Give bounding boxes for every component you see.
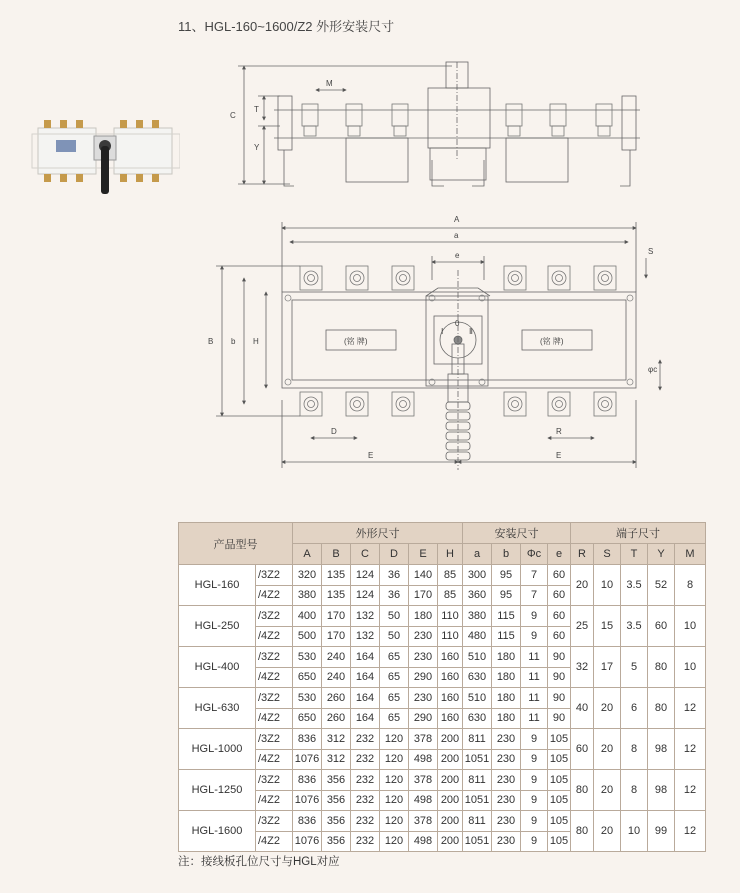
dimension-cell: 290 xyxy=(409,667,438,688)
column-header: a xyxy=(463,544,492,565)
dimension-table xyxy=(178,522,706,852)
dimension-cell: 50 xyxy=(380,626,409,647)
terminal-cell: 12 xyxy=(675,688,706,729)
dimension-cell: 65 xyxy=(380,708,409,729)
terminal-cell: 80 xyxy=(648,647,675,688)
terminal-cell: 40 xyxy=(571,688,594,729)
dimension-cell: 170 xyxy=(409,585,438,606)
dimension-cell: 230 xyxy=(492,831,521,852)
terminal-cell: 8 xyxy=(621,770,648,811)
dimension-cell: 160 xyxy=(438,647,463,668)
dimension-cell: 7 xyxy=(521,585,548,606)
dimension-cell: 135 xyxy=(322,565,351,586)
table-row xyxy=(179,688,706,709)
dimension-cell: 232 xyxy=(351,831,380,852)
terminal-cell: 6 xyxy=(621,688,648,729)
variant-cell: /3Z2 xyxy=(256,729,293,750)
terminal-cell: 80 xyxy=(571,770,594,811)
model-name-cell: HGL-1000 xyxy=(179,729,256,770)
dimension-cell: 120 xyxy=(380,811,409,832)
dimension-cell: 164 xyxy=(351,647,380,668)
dimension-cell: 132 xyxy=(351,626,380,647)
table-row xyxy=(179,770,706,791)
dimension-cell: 9 xyxy=(521,790,548,811)
dimension-cell: 90 xyxy=(548,647,571,668)
dimension-cell: 530 xyxy=(293,647,322,668)
terminal-cell: 12 xyxy=(675,770,706,811)
terminal-cell: 80 xyxy=(571,811,594,852)
terminal-cell: 20 xyxy=(594,729,621,770)
dimension-cell: 180 xyxy=(492,708,521,729)
dimension-cell: 90 xyxy=(548,708,571,729)
dimension-cell: 135 xyxy=(322,585,351,606)
dimension-cell: 312 xyxy=(322,729,351,750)
dimension-cell: 290 xyxy=(409,708,438,729)
dimension-cell: 85 xyxy=(438,565,463,586)
table-row xyxy=(179,811,706,832)
dimension-cell: 498 xyxy=(409,790,438,811)
dimension-cell: 120 xyxy=(380,729,409,750)
terminal-cell: 17 xyxy=(594,647,621,688)
table-row xyxy=(179,729,706,750)
dimension-cell: 85 xyxy=(438,585,463,606)
dimension-cell: 180 xyxy=(409,606,438,627)
terminal-cell: 98 xyxy=(648,729,675,770)
column-header: e xyxy=(548,544,571,565)
variant-cell: /4Z2 xyxy=(256,626,293,647)
variant-cell: /4Z2 xyxy=(256,708,293,729)
dimension-cell: 836 xyxy=(293,811,322,832)
dimension-cell: 811 xyxy=(463,729,492,750)
dimension-cell: 380 xyxy=(463,606,492,627)
dimension-cell: 164 xyxy=(351,667,380,688)
dimension-cell: 7 xyxy=(521,565,548,586)
dimension-cell: 510 xyxy=(463,688,492,709)
variant-cell: /4Z2 xyxy=(256,749,293,770)
dimension-cell: 9 xyxy=(521,729,548,750)
dimension-cell: 105 xyxy=(548,749,571,770)
dimension-cell: 498 xyxy=(409,749,438,770)
dimension-cell: 160 xyxy=(438,688,463,709)
dim-label-E-right: E xyxy=(556,451,562,460)
dimension-cell: 65 xyxy=(380,688,409,709)
dimension-cell: 180 xyxy=(492,667,521,688)
dimension-cell: 356 xyxy=(322,831,351,852)
dimension-cell: 500 xyxy=(293,626,322,647)
terminal-cell: 12 xyxy=(675,729,706,770)
dim-label-phic: φc xyxy=(648,365,658,374)
dimension-cell: 65 xyxy=(380,647,409,668)
dimension-cell: 164 xyxy=(351,688,380,709)
dimension-cell: 60 xyxy=(548,626,571,647)
dimension-cell: 811 xyxy=(463,811,492,832)
model-name-cell: HGL-1250 xyxy=(179,770,256,811)
dimension-cell: 105 xyxy=(548,790,571,811)
dimension-cell: 105 xyxy=(548,770,571,791)
nameplate-left-label: (铭 牌) xyxy=(344,337,368,346)
dimension-cell: 11 xyxy=(521,647,548,668)
dimension-cell: 1051 xyxy=(463,790,492,811)
dimension-cell: 120 xyxy=(380,770,409,791)
dimension-cell: 200 xyxy=(438,811,463,832)
dimension-cell: 836 xyxy=(293,729,322,750)
dim-label-R: R xyxy=(556,427,562,436)
dimension-cell: 105 xyxy=(548,811,571,832)
variant-cell: /3Z2 xyxy=(256,688,293,709)
dimension-cell: 164 xyxy=(351,708,380,729)
dimension-cell: 230 xyxy=(409,688,438,709)
dimension-cell: 230 xyxy=(492,770,521,791)
dimension-cell: 378 xyxy=(409,811,438,832)
dimension-cell: 160 xyxy=(438,708,463,729)
terminal-cell: 3.5 xyxy=(621,565,648,606)
terminal-cell: 8 xyxy=(675,565,706,606)
dimension-cell: 9 xyxy=(521,831,548,852)
variant-cell: /3Z2 xyxy=(256,647,293,668)
header-model: 产品型号 xyxy=(179,523,293,565)
dimension-cell: 232 xyxy=(351,790,380,811)
variant-cell: /4Z2 xyxy=(256,667,293,688)
terminal-cell: 99 xyxy=(648,811,675,852)
dimension-cell: 11 xyxy=(521,708,548,729)
dimension-cell: 356 xyxy=(322,770,351,791)
column-header: T xyxy=(621,544,648,565)
variant-cell: /4Z2 xyxy=(256,831,293,852)
dimension-cell: 120 xyxy=(380,790,409,811)
dimension-cell: 90 xyxy=(548,688,571,709)
variant-cell: /3Z2 xyxy=(256,606,293,627)
dimension-cell: 170 xyxy=(322,626,351,647)
dimension-cell: 9 xyxy=(521,811,548,832)
dimension-cell: 105 xyxy=(548,831,571,852)
table-body xyxy=(179,565,706,852)
dim-label-A: A xyxy=(454,215,460,224)
dim-label-C: C xyxy=(230,111,236,120)
column-header: B xyxy=(322,544,351,565)
terminal-cell: 10 xyxy=(594,565,621,606)
terminal-cell: 3.5 xyxy=(621,606,648,647)
terminal-cell: 98 xyxy=(648,770,675,811)
dimension-cell: 650 xyxy=(293,708,322,729)
variant-cell: /3Z2 xyxy=(256,565,293,586)
dimension-cell: 356 xyxy=(322,811,351,832)
dimension-cell: 60 xyxy=(548,606,571,627)
dim-label-E-left: E xyxy=(368,451,374,460)
dimension-cell: 180 xyxy=(492,688,521,709)
dimension-cell: 95 xyxy=(492,585,521,606)
terminal-cell: 32 xyxy=(571,647,594,688)
terminal-cell: 52 xyxy=(648,565,675,606)
dimension-cell: 510 xyxy=(463,647,492,668)
dimension-cell: 9 xyxy=(521,626,548,647)
dimension-cell: 498 xyxy=(409,831,438,852)
nameplate-right-label: (铭 牌) xyxy=(540,337,564,346)
dimension-cell: 9 xyxy=(521,770,548,791)
dimension-cell: 110 xyxy=(438,626,463,647)
column-header: D xyxy=(380,544,409,565)
column-header: S xyxy=(594,544,621,565)
dimension-cell: 230 xyxy=(492,811,521,832)
dimension-cell: 480 xyxy=(463,626,492,647)
dimension-cell: 124 xyxy=(351,565,380,586)
header-install-dims: 安装尺寸 xyxy=(463,523,571,544)
column-header: Y xyxy=(648,544,675,565)
terminal-cell: 20 xyxy=(594,770,621,811)
variant-cell: /3Z2 xyxy=(256,811,293,832)
dimension-cell: 60 xyxy=(548,565,571,586)
dimension-cell: 60 xyxy=(548,585,571,606)
terminal-cell: 25 xyxy=(571,606,594,647)
dimension-cell: 300 xyxy=(463,565,492,586)
dimension-cell: 95 xyxy=(492,565,521,586)
dimension-cell: 232 xyxy=(351,811,380,832)
table-note: 注：接线板孔位尺寸与HGL对应 xyxy=(178,856,340,868)
terminal-cell: 20 xyxy=(594,811,621,852)
dimension-cell: 36 xyxy=(380,585,409,606)
dim-label-B: B xyxy=(208,337,214,346)
dimension-cell: 320 xyxy=(293,565,322,586)
dial-label-2: Ⅱ xyxy=(469,327,473,336)
dimension-cell: 11 xyxy=(521,667,548,688)
dimension-cell: 378 xyxy=(409,770,438,791)
dimension-cell: 230 xyxy=(492,790,521,811)
dimension-cell: 530 xyxy=(293,688,322,709)
dimension-cell: 9 xyxy=(521,606,548,627)
dimension-cell: 120 xyxy=(380,749,409,770)
header-terminal-dims: 端子尺寸 xyxy=(571,523,706,544)
terminal-cell: 20 xyxy=(594,688,621,729)
dimension-cell: 115 xyxy=(492,626,521,647)
dim-label-a: a xyxy=(454,231,459,240)
column-header: Φc xyxy=(521,544,548,565)
terminal-cell: 8 xyxy=(621,729,648,770)
dimension-cell: 312 xyxy=(322,749,351,770)
terminal-cell: 15 xyxy=(594,606,621,647)
dimension-cell: 1076 xyxy=(293,831,322,852)
dimension-cell: 124 xyxy=(351,585,380,606)
dim-label-Y: Y xyxy=(254,143,260,152)
dim-label-D: D xyxy=(331,427,337,436)
dimension-cell: 230 xyxy=(492,729,521,750)
dimension-cell: 50 xyxy=(380,606,409,627)
dimension-cell: 836 xyxy=(293,770,322,791)
dial-label-0: 0 xyxy=(455,319,460,328)
dimension-cell: 180 xyxy=(492,647,521,668)
dimension-cell: 380 xyxy=(293,585,322,606)
dimension-cell: 140 xyxy=(409,565,438,586)
terminal-cell: 60 xyxy=(571,729,594,770)
dimension-cell: 630 xyxy=(463,667,492,688)
section-title: 11、HGL-160~1600/Z2 外形安装尺寸 xyxy=(178,19,395,34)
dimension-cell: 200 xyxy=(438,790,463,811)
dial-label-1: Ⅰ xyxy=(441,327,444,336)
dim-label-M: M xyxy=(326,79,333,88)
dimension-cell: 232 xyxy=(351,729,380,750)
dimension-cell: 36 xyxy=(380,565,409,586)
dimension-cell: 650 xyxy=(293,667,322,688)
dimension-cell: 260 xyxy=(322,688,351,709)
terminal-cell: 12 xyxy=(675,811,706,852)
header-outline-dims: 外形尺寸 xyxy=(293,523,463,544)
dim-label-b: b xyxy=(231,337,236,346)
dim-label-S: S xyxy=(648,247,654,256)
dimension-cell: 1051 xyxy=(463,831,492,852)
column-header: H xyxy=(438,544,463,565)
terminal-cell: 80 xyxy=(648,688,675,729)
dim-label-e: e xyxy=(455,251,460,260)
column-header: C xyxy=(351,544,380,565)
dimension-cell: 230 xyxy=(409,626,438,647)
dimension-cell: 232 xyxy=(351,749,380,770)
dimension-cell: 110 xyxy=(438,606,463,627)
dimension-cell: 105 xyxy=(548,729,571,750)
dimension-cell: 11 xyxy=(521,688,548,709)
dimension-cell: 132 xyxy=(351,606,380,627)
dimension-cell: 90 xyxy=(548,667,571,688)
dimension-cell: 260 xyxy=(322,708,351,729)
dimension-cell: 170 xyxy=(322,606,351,627)
terminal-cell: 10 xyxy=(621,811,648,852)
dimension-cell: 115 xyxy=(492,606,521,627)
column-header: E xyxy=(409,544,438,565)
dimension-cell: 200 xyxy=(438,770,463,791)
dimension-table-container xyxy=(178,522,706,852)
column-header: A xyxy=(293,544,322,565)
dimension-cell: 200 xyxy=(438,749,463,770)
dimension-cell: 240 xyxy=(322,647,351,668)
dimension-cell: 240 xyxy=(322,667,351,688)
dimension-cell: 232 xyxy=(351,770,380,791)
terminal-cell: 10 xyxy=(675,606,706,647)
dimension-cell: 200 xyxy=(438,831,463,852)
dimension-cell: 9 xyxy=(521,749,548,770)
table-row xyxy=(179,565,706,586)
column-header: b xyxy=(492,544,521,565)
dimension-cell: 400 xyxy=(293,606,322,627)
model-name-cell: HGL-160 xyxy=(179,565,256,606)
variant-cell: /4Z2 xyxy=(256,585,293,606)
model-name-cell: HGL-1600 xyxy=(179,811,256,852)
dimension-cell: 1076 xyxy=(293,790,322,811)
terminal-cell: 5 xyxy=(621,647,648,688)
dimension-cell: 1051 xyxy=(463,749,492,770)
dimension-cell: 630 xyxy=(463,708,492,729)
variant-cell: /3Z2 xyxy=(256,770,293,791)
variant-cell: /4Z2 xyxy=(256,790,293,811)
dimension-cell: 230 xyxy=(409,647,438,668)
dimension-cell: 356 xyxy=(322,790,351,811)
model-name-cell: HGL-250 xyxy=(179,606,256,647)
dimension-cell: 811 xyxy=(463,770,492,791)
dimension-cell: 360 xyxy=(463,585,492,606)
model-name-cell: HGL-630 xyxy=(179,688,256,729)
terminal-cell: 10 xyxy=(675,647,706,688)
dimension-cell: 160 xyxy=(438,667,463,688)
model-name-cell: HGL-400 xyxy=(179,647,256,688)
dim-label-H: H xyxy=(253,337,259,346)
column-header: M xyxy=(675,544,706,565)
table-row xyxy=(179,647,706,668)
terminal-cell: 60 xyxy=(648,606,675,647)
dimension-cell: 65 xyxy=(380,667,409,688)
dimension-cell: 378 xyxy=(409,729,438,750)
dimension-cell: 1076 xyxy=(293,749,322,770)
dimension-cell: 200 xyxy=(438,729,463,750)
dimension-cell: 120 xyxy=(380,831,409,852)
table-row xyxy=(179,606,706,627)
column-header: R xyxy=(571,544,594,565)
dim-label-T: T xyxy=(254,105,259,114)
terminal-cell: 20 xyxy=(571,565,594,606)
dimension-cell: 230 xyxy=(492,749,521,770)
